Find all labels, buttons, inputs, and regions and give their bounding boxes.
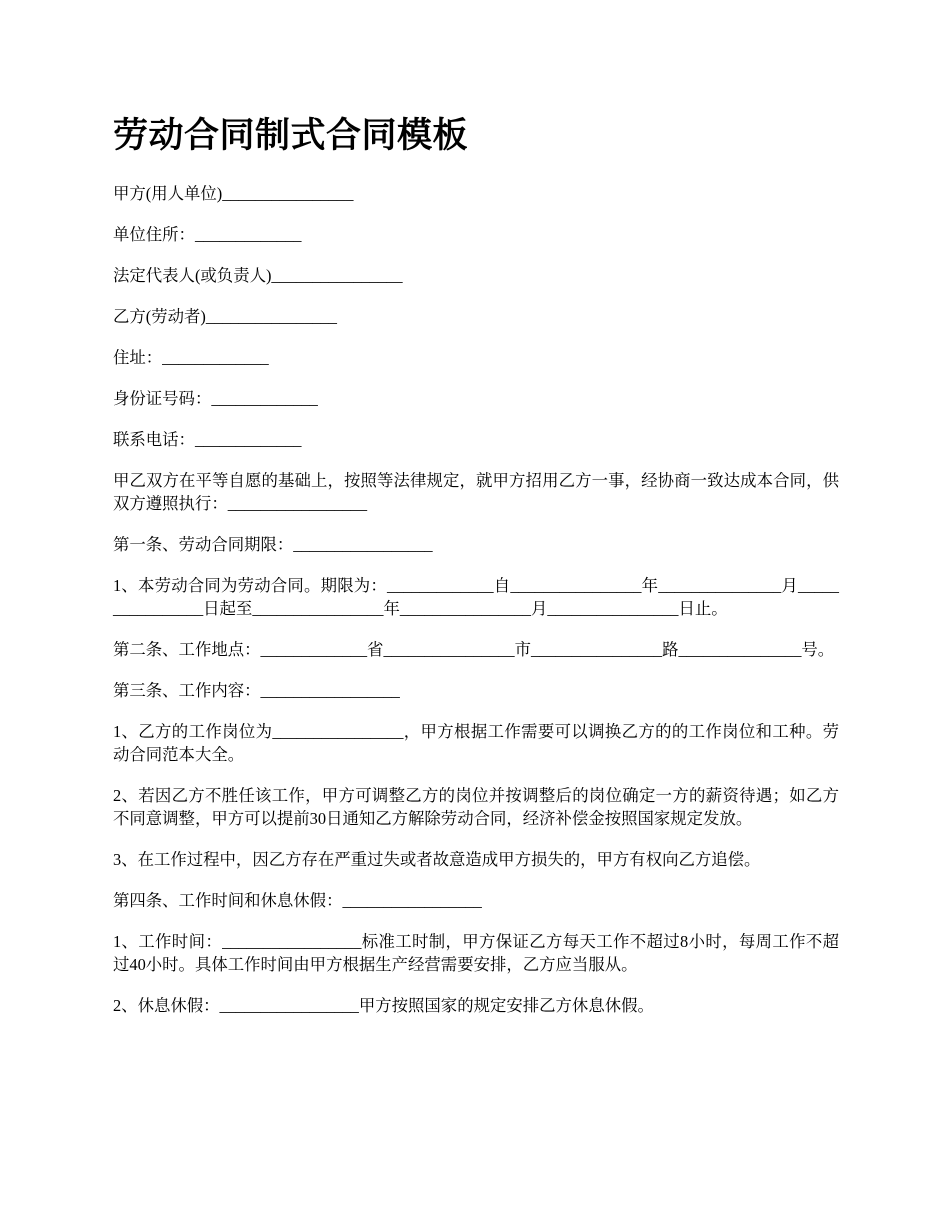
article-4-clause-1: 1、工作时间：_________________标准工时制，甲方保证乙方每天工作不超过8小时，每周工作不超过40小时。具体工作时间由甲方根据生产经营需要安排，乙方应当服从。 <box>113 932 839 974</box>
id-number: 身份证号码：_____________ <box>113 389 318 408</box>
party-b-employee: 乙方(劳动者)________________ <box>113 307 337 326</box>
article-3-clause-2: 2、若因乙方不胜任该工作，甲方可调整乙方的岗位并按调整后的岗位确定一方的薪资待遇；如乙方不同意调整，甲方可以提前30日通知乙方解除劳动合同，经济补偿金按照国家规定发放。 <box>113 786 839 828</box>
employee-address: 住址：_____________ <box>113 348 269 367</box>
preamble-paragraph: 甲乙双方在平等自愿的基础上，按照等法律规定，就甲方招用乙方一事，经协商一致达成本合同，供双方遵照执行：_________________ <box>113 471 839 513</box>
article-1-clause-1: 1、本劳动合同为劳动合同。期限为：_____________自________________年_______________月________________日起至________________年________________月________________日止。 <box>113 576 839 618</box>
party-a-employer: 甲方(用人单位)________________ <box>113 184 354 203</box>
article-4-clause-2: 2、休息休假：_________________甲方按照国家的规定安排乙方休息休假。 <box>113 996 654 1015</box>
article-3-clause-3: 3、在工作过程中，因乙方存在严重过失或者故意造成甲方损失的，甲方有权向乙方追偿。 <box>113 850 761 869</box>
article-2-workplace: 第二条、工作地点：_____________省________________市________________路_______________号。 <box>113 640 835 659</box>
article-3-heading: 第三条、工作内容：_________________ <box>113 681 400 700</box>
employer-address: 单位住所：_____________ <box>113 225 302 244</box>
legal-representative: 法定代表人(或负责人)________________ <box>113 266 403 285</box>
article-1-heading: 第一条、劳动合同期限：_________________ <box>113 535 433 554</box>
article-3-clause-1: 1、乙方的工作岗位为________________，甲方根据工作需要可以调换乙方的的工作岗位和工种。劳动合同范本大全。 <box>113 722 839 764</box>
article-4-heading: 第四条、工作时间和休息休假：_________________ <box>113 891 482 910</box>
contact-phone: 联系电话：_____________ <box>113 430 302 449</box>
document-title: 劳动合同制式合同模板 <box>113 116 469 156</box>
document-page <box>113 112 839 1035</box>
